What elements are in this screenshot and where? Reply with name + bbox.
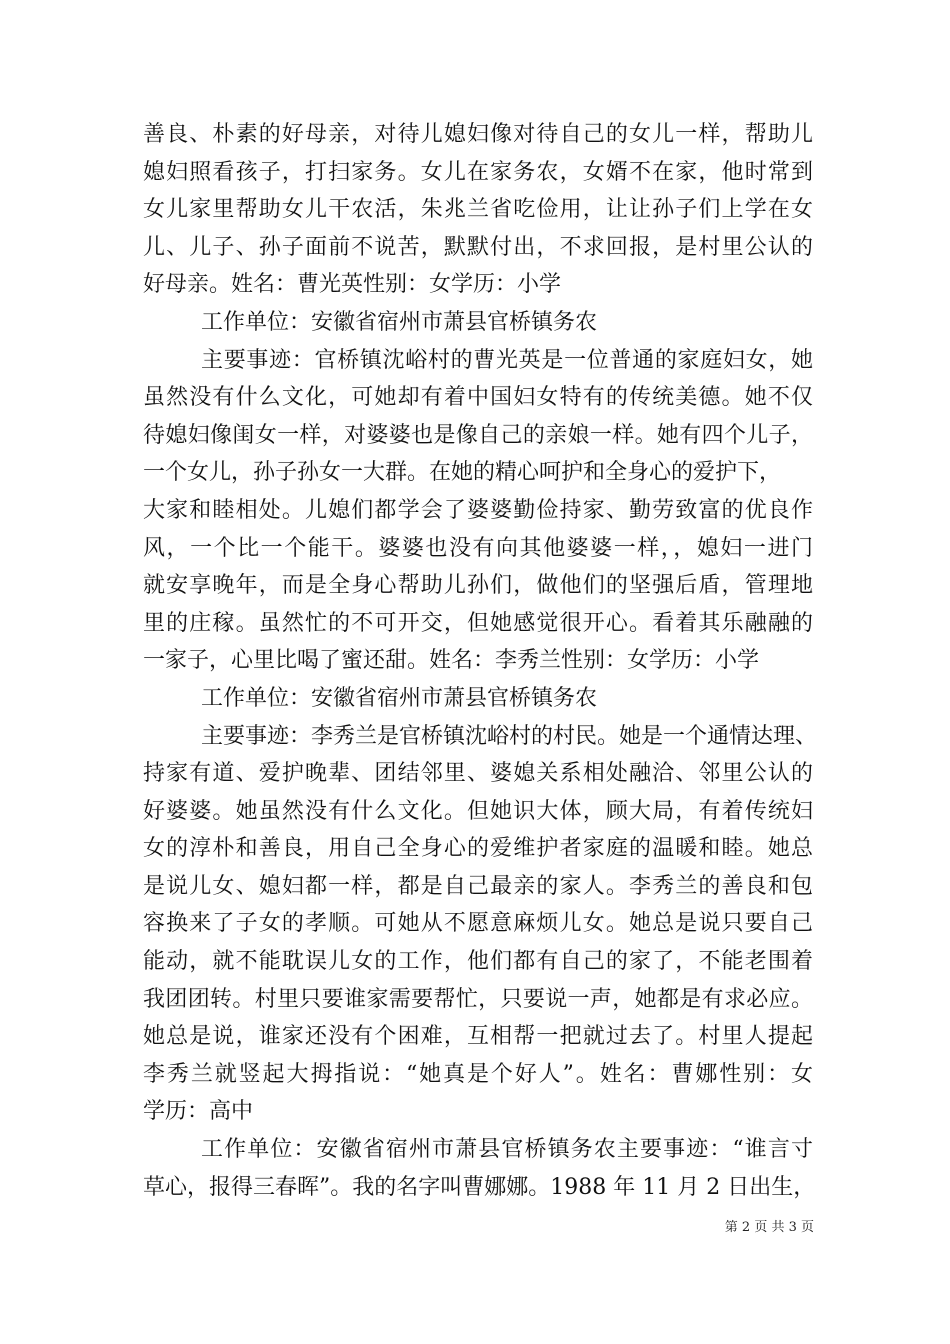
- text-line: 里的庄稼。虽然忙的不可开交，但她感觉很开心。看着其乐融融的: [143, 610, 813, 636]
- text-line: 我团团转。村里只要谁家需要帮忙，只要说一声，她都是有求必应。: [143, 986, 813, 1012]
- text-line: 主要事迹：官桥镇沈峪村的曹光英是一位普通的家庭妇女，她: [201, 347, 813, 373]
- text-line: 大家和睦相处。儿媳们都学会了婆婆勤俭持家、勤劳致富的优良作: [143, 497, 813, 523]
- text-line: 她总是说，谁家还没有个困难，互相帮一把就过去了。村里人提起: [143, 1024, 813, 1050]
- text-line: 待媳妇像闺女一样，对婆婆也是像自己的亲娘一样。她有四个儿子，: [143, 422, 813, 448]
- page-number: 第 2 页 共 3 页: [724, 1220, 814, 1235]
- text-line: 虽然没有什么文化，可她却有着中国妇女特有的传统美德。她不仅: [143, 385, 813, 411]
- text-line: 工作单位：安徽省宿州市萧县官桥镇务农: [201, 309, 598, 335]
- text-line: 就安享晚年，而是全身心帮助儿孙们，做他们的坚强后盾，管理地: [143, 573, 813, 599]
- text-line: 草心，报得三春晖”。我的名字叫曹娜娜。1988 年 11 月 2 日出生，: [143, 1174, 816, 1200]
- text-line: 好婆婆。她虽然没有什么文化。但她识大体，顾大局，有着传统妇: [143, 798, 813, 824]
- text-line: 风，一个比一个能干。婆婆也没有向其他婆婆一样，，媳妇一进门: [143, 535, 813, 561]
- text-line: 学历：高中: [143, 1099, 254, 1125]
- text-line: 善良、朴素的好母亲，对待儿媳妇像对待自己的女儿一样，帮助儿: [143, 122, 813, 147]
- text-line: 能动，就不能耽误儿女的工作，他们都有自己的家了，不能老围着: [143, 949, 813, 975]
- text-line: 工作单位：安徽省宿州市萧县官桥镇务农: [201, 685, 598, 711]
- text-line: 容换来了子女的孝顺。可她从不愿意麻烦儿女。她总是说只要自己: [143, 911, 813, 937]
- text-line: 持家有道、爱护晚辈、团结邻里、婆媳关系相处融洽、邻里公认的: [143, 761, 813, 787]
- document-body: [143, 116, 818, 1206]
- text-line: 是说儿女、媳妇都一样，都是自己最亲的家人。李秀兰的善良和包: [143, 873, 813, 899]
- text-line: 媳妇照看孩子，打扫家务。女儿在家务农，女婿不在家，他时常到: [143, 159, 813, 185]
- text-line: 李秀兰就竖起大拇指说：“她真是个好人”。姓名：曹娜性别：女: [143, 1061, 813, 1087]
- text-line: 女的淳朴和善良，用自己全身心的爱维护者家庭的温暖和睦。她总: [143, 836, 813, 862]
- text-line: 一个女儿，孙子孙女一大群。在她的精心呵护和全身心的爱护下，: [143, 460, 782, 486]
- text-line: 一家子，心里比喝了蜜还甜。姓名：李秀兰性别：女学历：小学: [143, 648, 760, 674]
- text-line: 女儿家里帮助女儿干农活，朱兆兰省吃俭用，让让孙子们上学在女: [143, 197, 813, 223]
- text-line: 儿、儿子、孙子面前不说苦，默默付出，不求回报，是村里公认的: [143, 234, 813, 260]
- text-line: 主要事迹：李秀兰是官桥镇沈峪村的村民。她是一个通情达理、: [201, 723, 818, 749]
- text-line: 好母亲。姓名：曹光英性别：女学历：小学: [143, 272, 562, 298]
- text-line: 工作单位：安徽省宿州市萧县官桥镇务农主要事迹：“谁言寸: [201, 1137, 813, 1163]
